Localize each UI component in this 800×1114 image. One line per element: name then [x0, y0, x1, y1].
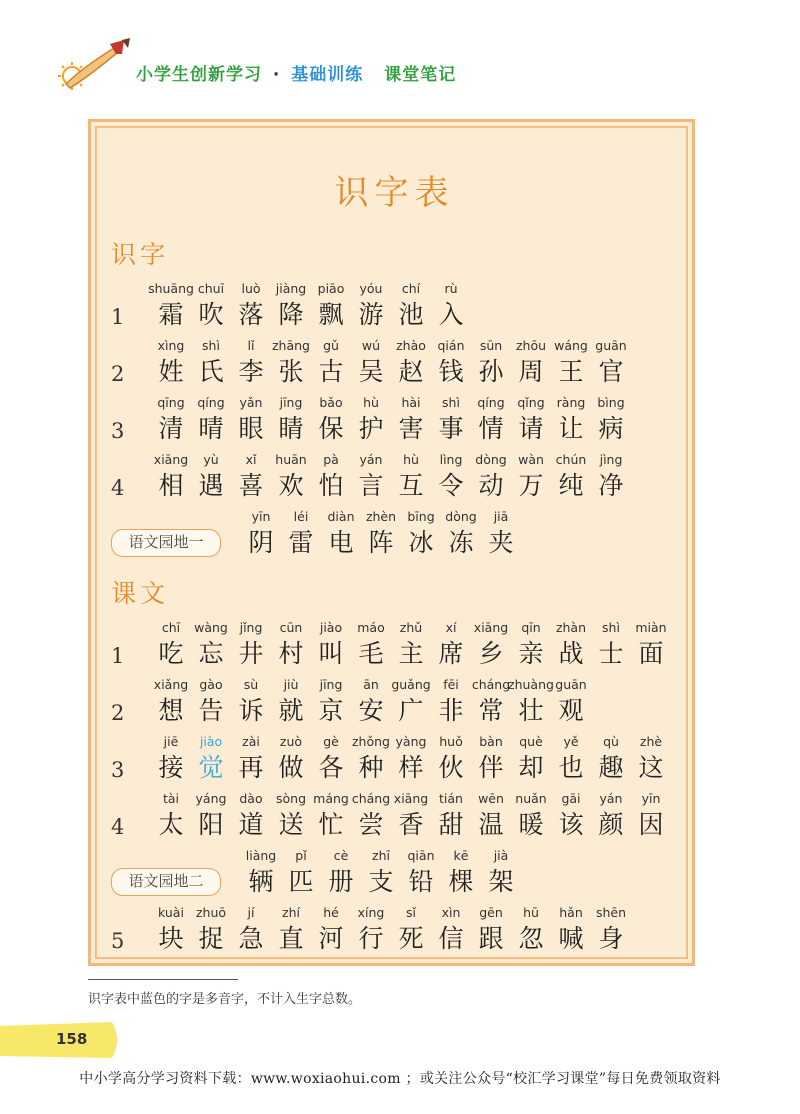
hanzi: 尝: [358, 810, 384, 839]
pinyin: bǎo: [319, 395, 343, 410]
hanzi: 块: [158, 924, 184, 953]
pinyin: jiā: [493, 509, 509, 524]
pinyin: liàng: [245, 848, 277, 863]
pinyin: hū: [523, 905, 539, 920]
hanzi: 捉: [198, 924, 224, 953]
pinyin: yán: [359, 452, 383, 467]
hanzi: 清: [158, 414, 184, 443]
hanzi: 颜: [598, 810, 624, 839]
hanzi: 想: [158, 696, 184, 725]
character-cell: [589, 903, 633, 955]
footnote: 识字表中蓝色的字是多音字，不计入生字总数。: [88, 992, 362, 1007]
pinyin: bàn: [479, 734, 503, 749]
hanzi: 眼: [238, 414, 264, 443]
hanzi: 情: [478, 414, 504, 443]
lesson-number: 2: [111, 701, 125, 725]
pinyin: wàng: [194, 620, 228, 635]
series-part-2: 基础训练: [291, 65, 364, 85]
hanzi: 支: [368, 867, 394, 896]
hanzi: 非: [438, 696, 464, 725]
pinyin: zài: [242, 734, 260, 749]
hanzi: 孙: [478, 357, 504, 386]
hanzi: 喊: [558, 924, 584, 953]
pinyin: xìng: [157, 338, 185, 353]
section-heading: 课文: [111, 579, 170, 608]
pinyin: yù: [203, 452, 219, 467]
pinyin: xiāng: [393, 791, 429, 806]
hanzi: 吃: [158, 639, 184, 668]
hanzi: 井: [238, 639, 264, 668]
pinyin: rù: [444, 281, 458, 296]
character-cell: [589, 450, 633, 502]
hanzi: 常: [478, 696, 504, 725]
hanzi: 让: [558, 414, 584, 443]
hanzi: 请: [518, 414, 544, 443]
pinyin: shì: [442, 395, 460, 410]
hanzi: 晴: [198, 414, 224, 443]
pinyin: zhèn: [365, 509, 397, 524]
hanzi: 河: [318, 924, 344, 953]
hanzi: 忽: [518, 924, 544, 953]
hanzi: 样: [398, 753, 424, 782]
hanzi: 死: [398, 924, 424, 953]
hanzi: 急: [238, 924, 264, 953]
hanzi: 太: [158, 810, 184, 839]
pinyin: tài: [162, 791, 180, 806]
pinyin: gè: [323, 734, 339, 749]
lesson-number: 4: [111, 815, 125, 839]
pinyin: zhī: [372, 848, 390, 863]
character-cell: [629, 732, 673, 784]
pinyin: cháng: [471, 677, 511, 692]
pinyin: jiē: [163, 734, 179, 749]
hanzi: 吹: [198, 300, 224, 329]
pinyin: cháng: [351, 791, 391, 806]
hanzi: 赵: [398, 357, 424, 386]
section-heading: 识字: [111, 240, 170, 269]
pinyin: kē: [453, 848, 469, 863]
pinyin: shuāng: [148, 281, 194, 296]
hanzi: 观: [558, 696, 584, 725]
pinyin: jiàng: [275, 281, 307, 296]
hanzi: 种: [358, 753, 384, 782]
hanzi: 护: [358, 414, 384, 443]
hanzi: 道: [238, 810, 264, 839]
pinyin: dòng: [475, 452, 507, 467]
pinyin: lǐ: [247, 338, 255, 353]
hanzi: 席: [438, 639, 464, 668]
hanzi: 病: [598, 414, 624, 443]
hanzi: 伴: [478, 753, 504, 782]
hanzi: 乡: [478, 639, 504, 668]
hanzi: 万: [518, 471, 544, 500]
character-cell: [549, 675, 593, 727]
pinyin: xiǎng: [153, 677, 189, 692]
series-title: [136, 60, 456, 85]
hanzi: 氏: [198, 357, 224, 386]
pinyin: jīng: [319, 677, 343, 692]
pinyin: zhè: [639, 734, 663, 749]
pinyin: chí: [401, 281, 421, 296]
pinyin: xí: [445, 620, 457, 635]
pinyin: zhuàng: [508, 677, 554, 692]
pinyin: hù: [403, 452, 419, 467]
hanzi: 温: [478, 810, 504, 839]
literacy-table-panel: [88, 119, 695, 966]
pinyin: ān: [363, 677, 379, 692]
pinyin: sòng: [275, 791, 307, 806]
pinyin: zhuō: [195, 905, 227, 920]
hanzi: 铅: [408, 867, 434, 896]
pinyin: yǎn: [239, 395, 263, 410]
character-cell: [589, 393, 633, 445]
hanzi: 动: [478, 471, 504, 500]
hanzi: 互: [398, 471, 424, 500]
pinyin: huān: [275, 452, 307, 467]
series-part-1: 小学生创新学习: [136, 65, 262, 85]
pinyin: xìn: [441, 905, 461, 920]
pinyin: shēn: [595, 905, 627, 920]
pinyin: zhǒng: [352, 734, 390, 749]
hanzi: 士: [598, 639, 624, 668]
character-row: [91, 336, 698, 394]
pinyin: zhí: [282, 905, 300, 920]
hanzi: 降: [278, 300, 304, 329]
hanzi: 雷: [288, 528, 314, 557]
hanzi: 毛: [358, 639, 384, 668]
pinyin: gào: [199, 677, 223, 692]
pinyin: xiāng: [153, 452, 189, 467]
pinyin: luò: [241, 281, 261, 296]
hanzi: 电: [328, 528, 354, 557]
hanzi: 趣: [598, 753, 624, 782]
hanzi: 忘: [198, 639, 224, 668]
page-number: 158: [56, 1030, 88, 1048]
character-row: [91, 789, 698, 847]
pinyin: zhōu: [515, 338, 547, 353]
hanzi: 做: [278, 753, 304, 782]
book-header: [52, 38, 472, 94]
hanzi: 阴: [248, 528, 274, 557]
pinyin: chún: [555, 452, 587, 467]
hanzi: 身: [598, 924, 624, 953]
hanzi: 古: [318, 357, 344, 386]
pinyin: dòng: [445, 509, 477, 524]
pinyin: sù: [243, 677, 259, 692]
hanzi: 告: [198, 696, 224, 725]
hanzi: 这: [638, 753, 664, 782]
lesson-number: 4: [111, 476, 125, 500]
pinyin: xíng: [357, 905, 385, 920]
character-row: [91, 675, 698, 733]
hanzi: 游: [358, 300, 384, 329]
hanzi: 伙: [438, 753, 464, 782]
hanzi: 壮: [518, 696, 544, 725]
character-row: [91, 618, 698, 676]
lesson-number: 1: [111, 305, 125, 329]
character-cell: [589, 336, 633, 388]
hanzi: 王: [558, 357, 584, 386]
pinyin: jià: [493, 848, 509, 863]
hanzi: 怕: [318, 471, 344, 500]
character-row: [91, 732, 698, 790]
lesson-number: 2: [111, 362, 125, 386]
hanzi: 安: [358, 696, 384, 725]
pinyin: yán: [599, 791, 623, 806]
pinyin: nuǎn: [515, 791, 547, 806]
hanzi: 叫: [318, 639, 344, 668]
pinyin: xiāng: [473, 620, 509, 635]
pinyin: zhāng: [271, 338, 310, 353]
pinyin: qíng: [477, 395, 505, 410]
pinyin: pǐ: [295, 848, 307, 863]
hanzi: 村: [278, 639, 304, 668]
pinyin: gāi: [561, 791, 581, 806]
hanzi: 落: [238, 300, 264, 329]
pinyin: piāo: [317, 281, 345, 296]
hanzi: 暖: [518, 810, 544, 839]
hanzi: 直: [278, 924, 304, 953]
hanzi: 钱: [438, 357, 464, 386]
pinyin: wáng: [554, 338, 588, 353]
pinyin: qǐng: [517, 395, 545, 410]
pinyin: lìng: [439, 452, 463, 467]
pinyin: hù: [363, 395, 379, 410]
pinyin: cūn: [279, 620, 303, 635]
hanzi: 冻: [448, 528, 474, 557]
hanzi: 觉: [198, 753, 224, 782]
pinyin: zhǔ: [399, 620, 423, 635]
hanzi: 信: [438, 924, 464, 953]
pinyin: léi: [293, 509, 309, 524]
hanzi: 面: [638, 639, 664, 668]
hanzi: 京: [318, 696, 344, 725]
pinyin: hǎn: [559, 905, 583, 920]
hanzi: 言: [358, 471, 384, 500]
footnote-rule: [88, 979, 238, 980]
hanzi: 再: [238, 753, 264, 782]
pinyin: guān: [555, 677, 587, 692]
page-title: 识字表: [334, 173, 455, 213]
pinyin: jǐng: [239, 620, 263, 635]
hanzi: 因: [638, 810, 664, 839]
pinyin: zuò: [279, 734, 303, 749]
pinyin: miàn: [635, 620, 667, 635]
character-cell: [429, 279, 473, 331]
hanzi: 接: [158, 753, 184, 782]
pinyin: qíng: [197, 395, 225, 410]
hanzi: 纯: [558, 471, 584, 500]
pinyin: zhàn: [555, 620, 587, 635]
pinyin: gǔ: [323, 338, 339, 353]
hanzi: 周: [518, 357, 544, 386]
pinyin: yàng: [395, 734, 427, 749]
pinyin: bìng: [597, 395, 625, 410]
pinyin: yīn: [251, 509, 271, 524]
hanzi: 该: [558, 810, 584, 839]
hanzi: 入: [438, 300, 464, 329]
pinyin: qīng: [157, 395, 185, 410]
hanzi: 广: [398, 696, 424, 725]
character-cell: [479, 846, 523, 898]
pinyin: qīn: [521, 620, 541, 635]
hanzi: 欢: [278, 471, 304, 500]
lesson-number: 5: [111, 929, 125, 953]
hanzi: 喜: [238, 471, 264, 500]
pinyin: gēn: [479, 905, 503, 920]
pinyin: yīn: [641, 791, 661, 806]
character-cell: [629, 789, 673, 841]
series-dot: ·: [272, 65, 281, 85]
pinyin: shì: [602, 620, 620, 635]
unit-badge: 语文园地一: [111, 529, 221, 557]
hanzi: 香: [398, 810, 424, 839]
paintbrush-icon: [52, 38, 142, 94]
hanzi: 池: [398, 300, 424, 329]
character-row: [91, 279, 698, 337]
pinyin: wēn: [478, 791, 504, 806]
hanzi: 亲: [518, 639, 544, 668]
hanzi: 各: [318, 753, 344, 782]
hanzi: 甜: [438, 810, 464, 839]
hanzi: 张: [278, 357, 304, 386]
pinyin: qiān: [407, 848, 435, 863]
pinyin: jīng: [279, 395, 303, 410]
pinyin: guān: [595, 338, 627, 353]
hanzi: 忙: [318, 810, 344, 839]
pinyin: pà: [323, 452, 339, 467]
hanzi: 行: [358, 924, 384, 953]
hanzi: 送: [278, 810, 304, 839]
character-row: [91, 846, 698, 904]
hanzi: 辆: [248, 867, 274, 896]
pinyin: kuài: [158, 905, 184, 920]
pinyin: cè: [333, 848, 349, 863]
pinyin: qù: [603, 734, 619, 749]
hanzi: 李: [238, 357, 264, 386]
pinyin: jìng: [599, 452, 623, 467]
hanzi: 相: [158, 471, 184, 500]
hanzi: 姓: [158, 357, 184, 386]
pinyin: hài: [401, 395, 421, 410]
pinyin: fēi: [443, 677, 459, 692]
pinyin: jí: [247, 905, 255, 920]
hanzi: 霜: [158, 300, 184, 329]
pinyin: wú: [361, 338, 381, 353]
hanzi: 就: [278, 696, 304, 725]
pinyin: chuī: [197, 281, 225, 296]
hanzi: 飘: [318, 300, 344, 329]
hanzi: 睛: [278, 414, 304, 443]
hanzi: 保: [318, 414, 344, 443]
lesson-number: 3: [111, 758, 125, 782]
pinyin: wàn: [518, 452, 544, 467]
hanzi: 净: [598, 471, 624, 500]
series-part-3: 课堂笔记: [384, 65, 457, 85]
character-row: [91, 393, 698, 451]
hanzi: 冰: [408, 528, 434, 557]
pinyin: shì: [202, 338, 220, 353]
pinyin: què: [519, 734, 543, 749]
pinyin: sǐ: [406, 905, 416, 920]
pinyin: xǐ: [245, 452, 257, 467]
pinyin: ràng: [556, 395, 586, 410]
unit-badge: 语文园地二: [111, 868, 221, 896]
pinyin: tián: [439, 791, 463, 806]
hanzi: 也: [558, 753, 584, 782]
pinyin: máng: [313, 791, 349, 806]
lesson-number: 3: [111, 419, 125, 443]
pinyin: diàn: [327, 509, 355, 524]
pinyin: jiù: [283, 677, 299, 692]
pinyin: guǎng: [391, 677, 431, 692]
hanzi: 夹: [488, 528, 514, 557]
character-row: [91, 450, 698, 508]
pinyin: jiào: [199, 734, 223, 749]
character-cell: [629, 618, 673, 670]
pinyin: hé: [323, 905, 339, 920]
pinyin: máo: [357, 620, 385, 635]
hanzi: 官: [598, 357, 624, 386]
hanzi: 令: [438, 471, 464, 500]
hanzi: 主: [398, 639, 424, 668]
download-note: 中小学高分学习资料下载：www.woxiaohui.com ；或关注公众号“校汇学习课堂”每日免费领取资料: [79, 1071, 721, 1087]
hanzi: 阳: [198, 810, 224, 839]
hanzi: 吴: [358, 357, 384, 386]
hanzi: 害: [398, 414, 424, 443]
hanzi: 跟: [478, 924, 504, 953]
character-cell: [479, 507, 523, 559]
pinyin: huǒ: [439, 734, 463, 749]
hanzi: 阵: [368, 528, 394, 557]
pinyin: qián: [437, 338, 465, 353]
pinyin: sūn: [479, 338, 503, 353]
hanzi: 诉: [238, 696, 264, 725]
hanzi: 战: [558, 639, 584, 668]
hanzi: 遇: [198, 471, 224, 500]
pinyin: chī: [161, 620, 181, 635]
hanzi: 册: [328, 867, 354, 896]
hanzi: 却: [518, 753, 544, 782]
pinyin: dào: [239, 791, 263, 806]
pinyin: bīng: [407, 509, 435, 524]
pinyin: yáng: [195, 791, 227, 806]
pinyin: jiào: [319, 620, 343, 635]
pinyin: yě: [563, 734, 579, 749]
character-row: [91, 903, 698, 961]
hanzi: 事: [438, 414, 464, 443]
pinyin: yóu: [359, 281, 383, 296]
hanzi: 匹: [288, 867, 314, 896]
hanzi: 棵: [448, 867, 474, 896]
lesson-number: 1: [111, 644, 125, 668]
character-row: [91, 507, 698, 565]
pinyin: zhào: [396, 338, 426, 353]
hanzi: 架: [488, 867, 514, 896]
